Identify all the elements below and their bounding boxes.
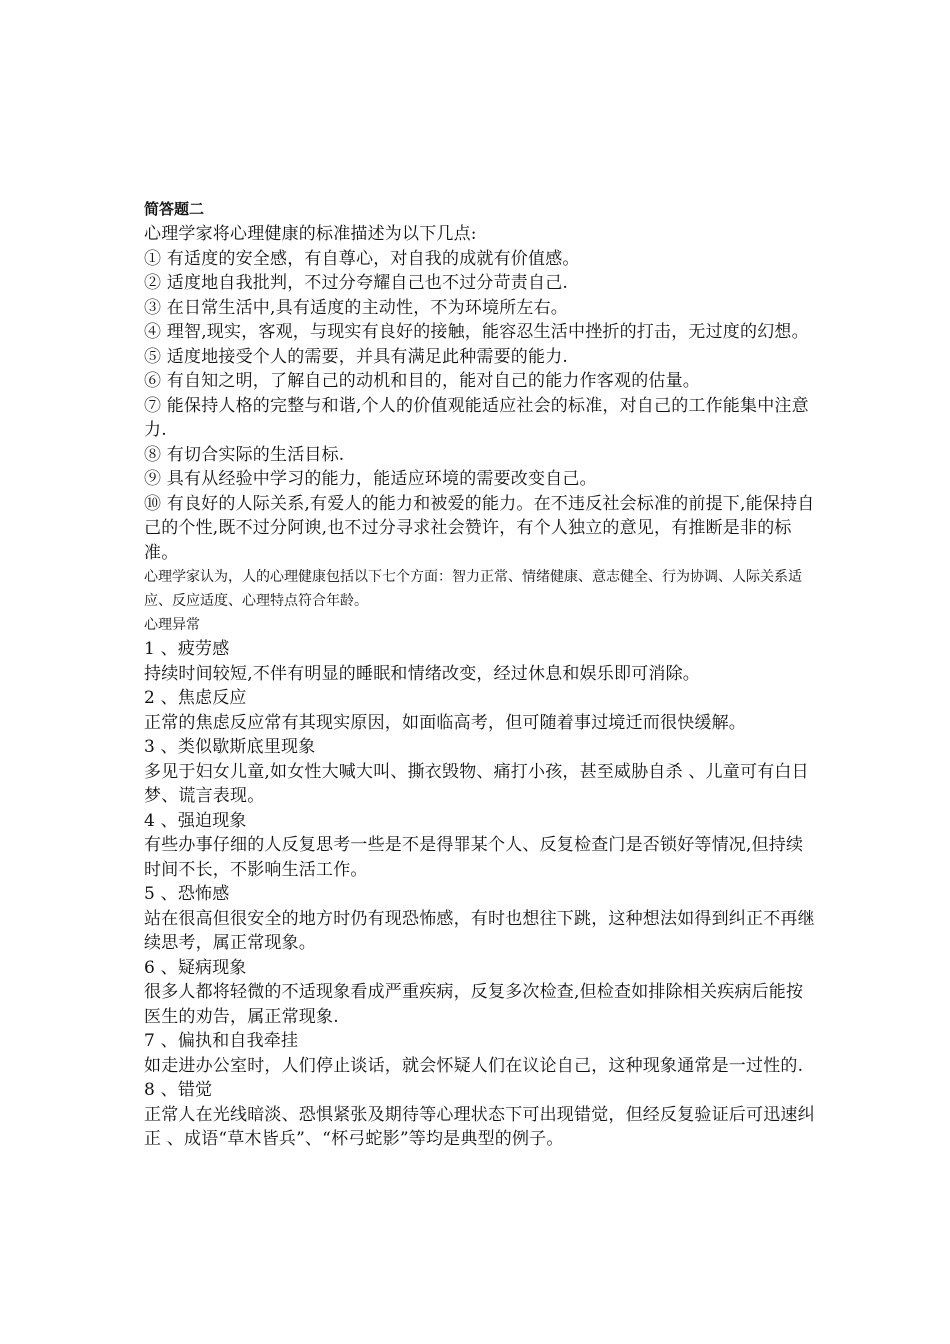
standards-list bbox=[144, 247, 816, 566]
section-heading-abnormal: 心理异常 bbox=[144, 617, 200, 633]
standard-item-7: ⑦ 能保持人格的完整与和谐,个人的价值观能适应社会的标准，对自己的工作能集中注意力. bbox=[144, 395, 809, 440]
abnormal-item-body: 持续时间较短,不伴有明显的睡眠和情绪改变，经过休息和娱乐即可消除。 bbox=[144, 663, 701, 684]
standard-item-6: ⑥ 有自知之明，了解自己的动机和目的，能对自己的能力作客观的估量。 bbox=[144, 371, 701, 391]
abnormal-item-heading: 4 、强迫现象 bbox=[144, 810, 247, 831]
seven-aspects-paragraph: 心理学家认为，人的心理健康包括以下七个方面：智力正常、情绪健康、意志健全、行为协调、人际关系适应、反应适度、心理特点符合年龄。 bbox=[144, 569, 802, 609]
abnormal-item-body: 站在很高但很安全的地方时仍有现恐怖感，有时也想往下跳，这种想法如得到纠正不再继续思考，属正常现象。 bbox=[144, 908, 815, 953]
document-page bbox=[144, 198, 816, 1152]
abnormal-item-body: 有些办事仔细的人反复思考一些是不是得罪某个人、反复检查门是否锁好等情况,但持续时间不长，不影响生活工作。 bbox=[144, 835, 804, 880]
document-title: 简答题二 bbox=[144, 200, 205, 218]
abnormal-item-heading: 7 、偏执和自我牵挂 bbox=[144, 1031, 299, 1051]
abnormal-list bbox=[144, 637, 816, 1152]
abnormal-item-body: 多见于妇女儿童,如女性大喊大叫、撕衣毁物、痛打小孩，甚至威胁自杀 、儿童可有白日梦、谎言表现。 bbox=[144, 761, 809, 806]
abnormal-item-heading: 1 、疲劳感 bbox=[144, 639, 230, 659]
standard-item-2: ② 适度地自我批判，不过分夸耀自己也不过分苛责自己. bbox=[144, 273, 569, 293]
abnormal-item-heading: 2 、焦虑反应 bbox=[144, 688, 247, 708]
standard-item-4: ④ 理智,现实，客观，与现实有良好的接触，能容忍生活中挫折的打击，无过度的幻想。 bbox=[144, 322, 809, 342]
abnormal-item-body: 正常人在光线暗淡、恐惧紧张及期待等心理状态下可出现错觉，但经反复验证后可迅速纠正 、成语“草木皆兵”、“杯弓蛇影”等均是典型的例子。 bbox=[144, 1104, 815, 1149]
standard-item-1: ① 有适度的安全感，有自尊心，对自我的成就有价值感。 bbox=[144, 248, 580, 269]
abnormal-item bbox=[144, 809, 816, 883]
abnormal-item-heading: 3 、类似歇斯底里现象 bbox=[144, 737, 316, 757]
abnormal-item bbox=[144, 686, 816, 735]
abnormal-item-body: 正常的焦虑反应常有其现实原因，如面临高考，但可随着事过境迁而很快缓解。 bbox=[144, 712, 746, 733]
abnormal-item-body: 如走进办公室时，人们停止谈话，就会怀疑人们在议论自己，这种现象通常是一过性的. bbox=[144, 1055, 804, 1076]
abnormal-item bbox=[144, 637, 816, 686]
standard-item-5: ⑤ 适度地接受个人的需要，并具有满足此种需要的能力. bbox=[144, 346, 569, 367]
abnormal-item bbox=[144, 1078, 816, 1152]
standard-item-10: ⑩ 有良好的人际关系,有爱人的能力和被爱的能力。在不违反社会标准的前提下,能保持自己的个性,既不过分阿谀,也不过分寻求社会赞许，有个人独立的意见，有推断是非的标准。 bbox=[144, 493, 815, 563]
standard-item-8: ⑧ 有切合实际的生活目标. bbox=[144, 444, 345, 465]
abnormal-item bbox=[144, 1029, 816, 1078]
intro-paragraph: 心理学家将心理健康的标准描述为以下几点: bbox=[144, 224, 477, 244]
abnormal-item bbox=[144, 956, 816, 1030]
standard-item-9: ⑨ 具有从经验中学习的能力，能适应环境的需要改变自己。 bbox=[144, 469, 597, 489]
abnormal-item bbox=[144, 882, 816, 956]
standard-item-3: ③ 在日常生活中,具有适度的主动性，不为环境所左右。 bbox=[144, 297, 569, 318]
abnormal-item-heading: 5 、恐怖感 bbox=[144, 884, 230, 904]
abnormal-item-heading: 8 、错觉 bbox=[144, 1080, 213, 1100]
abnormal-item-body: 很多人都将轻微的不适现象看成严重疾病，反复多次检查,但检查如排除相关疾病后能按医生的劝告，属正常现象. bbox=[144, 982, 804, 1027]
abnormal-item-heading: 6 、疑病现象 bbox=[144, 957, 247, 978]
abnormal-item bbox=[144, 735, 816, 809]
